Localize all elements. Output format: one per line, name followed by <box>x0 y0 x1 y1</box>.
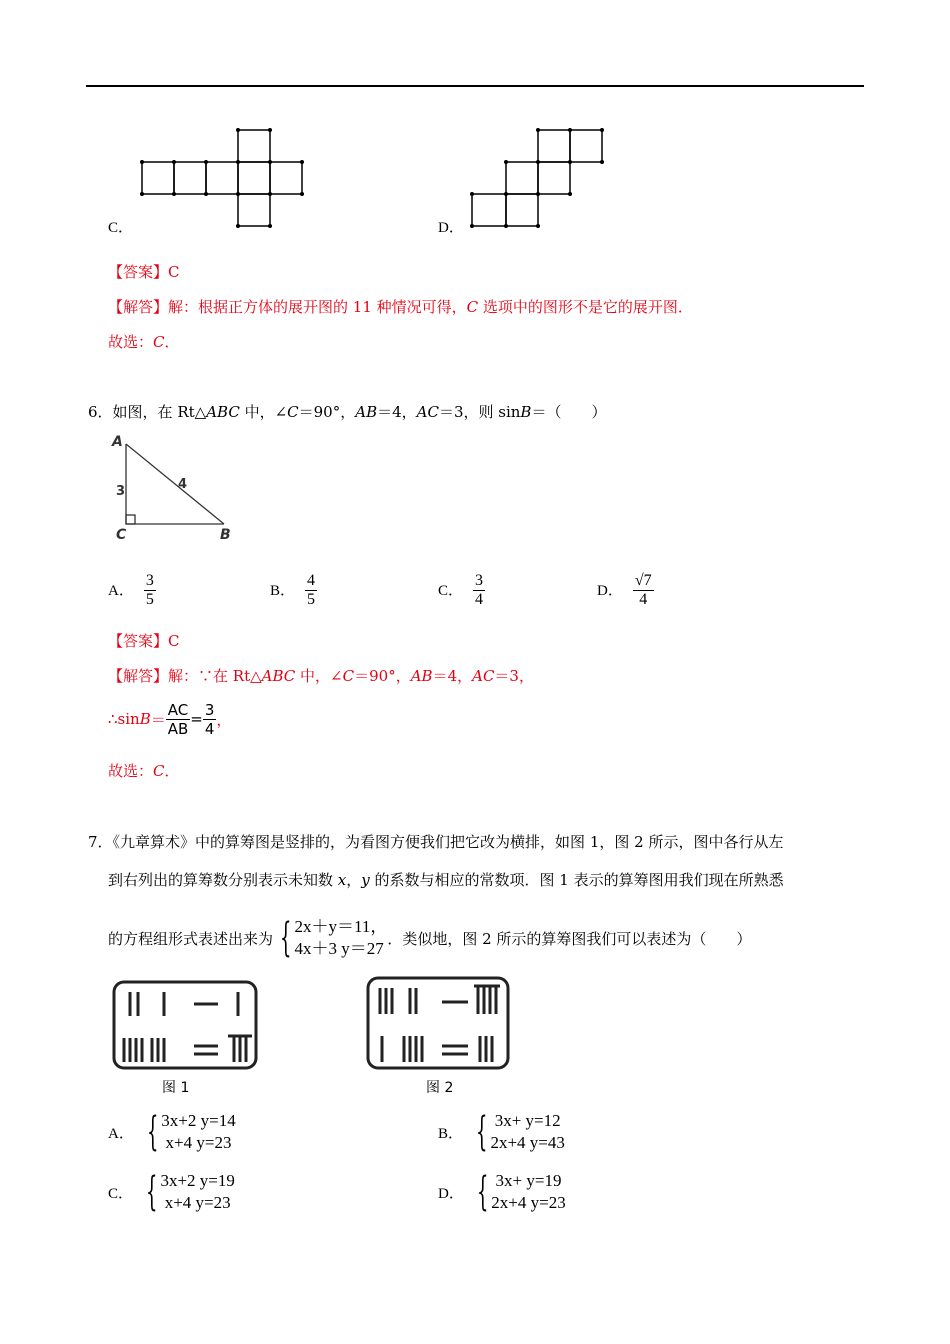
q6-conclusion: 故选：C． <box>108 762 180 780</box>
q7-option-b: B． { 3x+ y=12 2x+4 y=43 <box>438 1109 565 1155</box>
header-rule <box>86 85 864 87</box>
q5-analysis: 【解答】解：根据正方体的展开图的 11 种情况可得，C 选项中的图形不是它的展开图． <box>108 298 693 316</box>
q5-answer: 【答案】C <box>108 263 180 281</box>
counting-rod-figure-1 <box>110 978 260 1078</box>
counting-rod-figure-2 <box>364 974 512 1074</box>
vertex-b-label: B <box>220 527 231 543</box>
side-ab-label: 4 <box>178 477 188 492</box>
q6-option-a: A． $\frac{3}{5}$ <box>108 572 154 608</box>
option-d-label: D． <box>438 220 464 236</box>
q7-line3: 的方程组形式表述出来为 { 2x＋y＝11， 4x＋3 y＝27 ．类似地，图 2 所示的算筹图我们可以表述为（ ） <box>108 915 752 961</box>
right-triangle-figure <box>108 430 248 546</box>
q7-option-a: A． { 3x+2 y=14 x+4 y=23 <box>108 1109 236 1155</box>
q7-option-c: C． { 3x+2 y=19 x+4 y=23 <box>108 1169 235 1215</box>
q7-line1: 7．《九章算术》中的算筹图是竖排的，为看图方便我们把它改为横排，如图 1，图 2 所示，图中各行从左 <box>88 833 784 851</box>
q6-option-d: D． $\frac{√7}{4}$ <box>597 572 652 608</box>
cube-net-option-c <box>136 124 308 234</box>
side-ac-label: 3 <box>116 484 126 499</box>
q6-answer: 【答案】C <box>108 632 180 650</box>
cube-net-option-d <box>466 124 610 234</box>
option-c-label: C． <box>108 220 134 236</box>
q6-option-b: B． $\frac{4}{5}$ <box>270 572 316 608</box>
q6-analysis: 【解答】解：∵在 Rt△ABC 中，∠C＝90°，AB＝4，AC＝3， <box>108 667 534 685</box>
figure-2-caption: 图 2 <box>426 1080 454 1096</box>
q6-option-c: C． $\frac{3}{4}$ <box>438 572 484 608</box>
q6-stem: 6．如图，在 Rt△ABC 中，∠C＝90°，AB＝4，AC＝3，则 sinB＝（ ） <box>88 403 607 421</box>
q7-option-d: D． { 3x+ y=19 2x+4 y=23 <box>438 1169 566 1215</box>
q7-line2: 到右列出的算筹数分别表示未知数 x，y 的系数与相应的常数项．图 1 表示的算筹图用我们现在所熟悉 <box>108 871 784 889</box>
figure-1-caption: 图 1 <box>162 1080 190 1096</box>
vertex-c-label: C <box>116 527 127 543</box>
vertex-a-label: A <box>112 434 123 450</box>
q6-therefore: ∴sin B ＝ $\frac{AC}{AB}$ = $\frac{3}{4}$ ， <box>108 700 232 738</box>
q5-conclusion: 故选：C． <box>108 333 180 351</box>
